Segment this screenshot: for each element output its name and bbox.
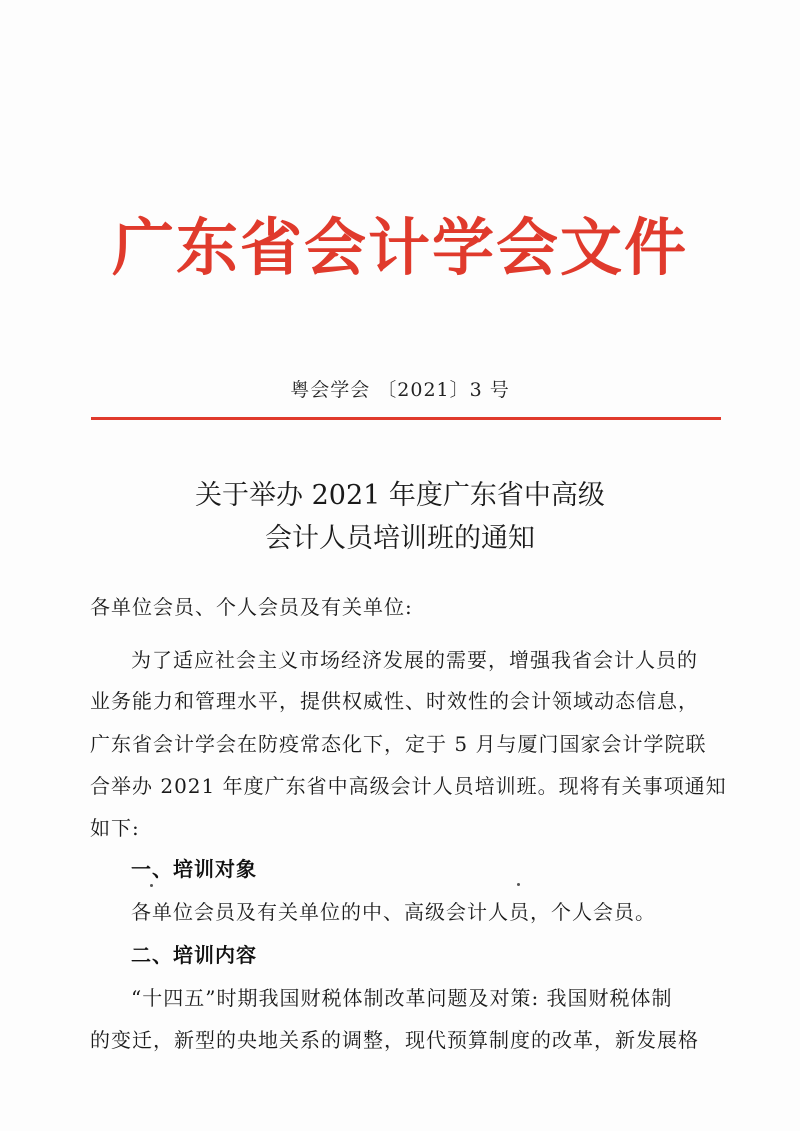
paragraph1-line-3: 广东省会计学会在防疫常态化下，定于 5 月与厦门国家会计学院联 — [90, 732, 707, 756]
paragraph1-line-5: 如下: — [90, 816, 140, 840]
issuer-title: 广东省会计学会文件 — [111, 211, 688, 284]
section2-heading: 二、培训内容 — [131, 943, 257, 967]
scan-speck — [150, 884, 153, 887]
notice-title-line-2: 会计人员培训班的通知 — [265, 523, 535, 554]
section2-line-1: “十四五”时期我国财税体制改革问题及对策: 我国财税体制 — [131, 986, 673, 1010]
section2-line-2: 的变迁，新型的央地关系的调整，现代预算制度的改革，新发展格 — [90, 1028, 699, 1052]
salutation: 各单位会员、个人会员及有关单位: — [90, 595, 413, 619]
section1-heading: 一、培训对象 — [131, 857, 257, 881]
red-divider — [91, 417, 721, 420]
notice-title-line-1: 关于举办 2021 年度广东省中高级 — [195, 480, 605, 511]
document-number: 粤会学会 〔2021〕3 号 — [290, 379, 510, 401]
paragraph1-line-1: 为了适应社会主义市场经济发展的需要，增强我省会计人员的 — [131, 648, 698, 672]
section1-text: 各单位会员及有关单位的中、高级会计人员，个人会员。 — [131, 900, 656, 924]
paragraph1-line-2: 业务能力和管理水平，提供权威性、时效性的会计领域动态信息， — [90, 689, 699, 713]
scan-speck — [517, 883, 520, 886]
paragraph1-line-4: 合举办 2021 年度广东省中高级会计人员培训班。现将有关事项通知 — [90, 774, 727, 798]
